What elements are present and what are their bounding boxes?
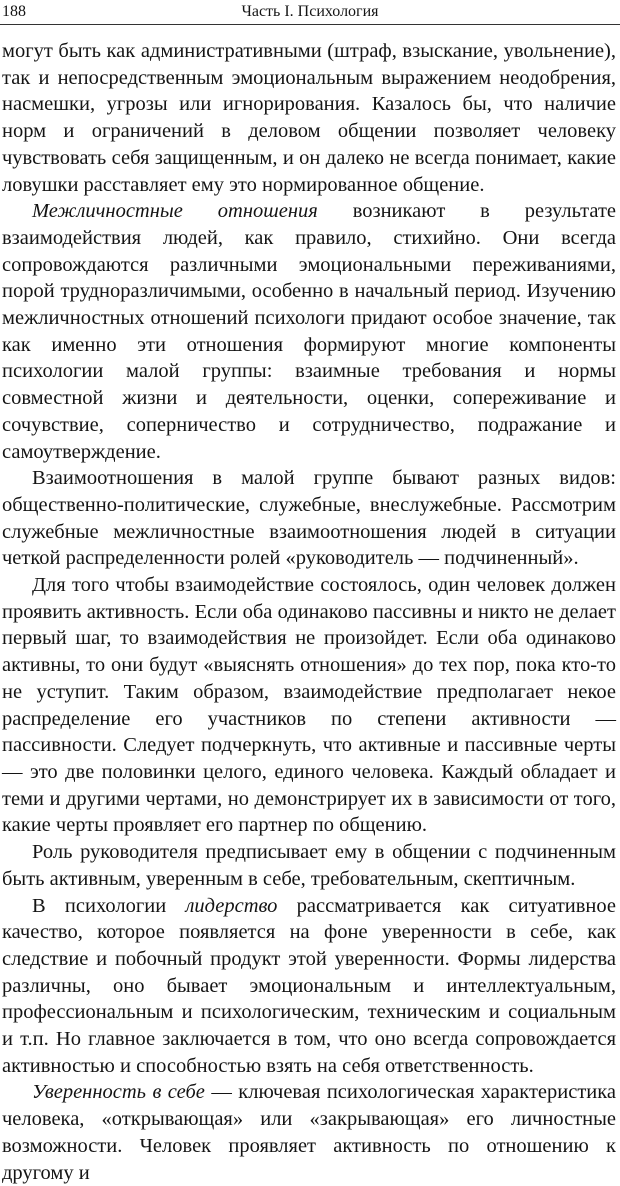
text-run: В психологии <box>32 894 186 917</box>
paragraph <box>2 839 616 892</box>
italic-term: Уверенность в себе <box>32 1081 205 1104</box>
paragraph <box>2 465 616 572</box>
header-rule <box>0 24 620 25</box>
page-header <box>0 0 620 24</box>
paragraph <box>2 1079 616 1186</box>
text-run: Роль руководителя предписывает ему в общении с подчиненным быть активным, уверенным в себе, требовательным, скептичным. <box>2 841 616 890</box>
text-run: могут быть как административными (штраф, взыскание, увольнение), так и непосредственным эмоциональным выражением неодобрения, насмешки, угрозы или игнорирования. Казалось бы, что наличие норм и ограничений в деловом общении позволяет человеку чувствовать себя защищенным, и он далеко не всегда понимает, какие ловушки расставляет ему это нормированное общение. <box>2 40 616 196</box>
italic-term: лидерство <box>185 894 278 917</box>
paragraph <box>2 38 616 198</box>
text-run: — ключевая психологическая характеристика человека, «открывающая» или «закрывающая» его личностные возможности. Человек проявляет активность по отношению к другому и <box>2 1081 616 1184</box>
page-number: 188 <box>2 3 26 20</box>
paragraph <box>2 198 616 465</box>
paragraph <box>2 572 616 839</box>
paragraph <box>2 893 616 1080</box>
text-run: возникают в результате взаимодействия людей, как правило, стихийно. Они всегда сопровождаются различными эмоциональными переживаниями, порой трудноразличимыми, особенно в начальный период. Изучению межличностных отношений психологи придают особое значение, так как именно эти отношения формируют многие компоненты психологии малой группы: взаимные требования и нормы совместной жизни и деятельности, оценки, сопереживание и сочувствие, соперничество и сотрудничество, подражание и самоутверждение. <box>2 200 617 463</box>
body-text <box>2 38 616 1186</box>
text-run: Для того чтобы взаимодействие состоялось, один человек должен проявить активность. Если оба одинаково пассивны и никто не делает первый шаг, то взаимодействия не произойдет. Если оба одинаково активны, то они будут «выяснять отношения» до тех пор, пока кто-то не уступит. Таким образом, взаимодействие предполагает некое распределение его участников по степени активности — пассивности. Следует подчеркнуть, что активные и пассивные черты — это две половинки целого, единого человека. Каждый обладает и теми и другими чертами, но демонстрирует их в зависимости от того, какие черты проявляет его партнер по общению. <box>2 574 616 837</box>
text-run: Взаимоотношения в малой группе бывают разных видов: общественно-политические, служебные, внеслужебные. Рассмотрим служебные межличностные взаимоотношения людей в ситуации четкой распределенности ролей «руководитель — подчиненный». <box>2 467 616 570</box>
text-run: рассматривается как ситуативное качество, которое появляется на фоне уверенности в себе, как следствие и побочный продукт этой уверенности. Формы лидерства различны, оно бывает эмоциональным и интеллектуальным, профессиональным и психологическим, техническим и социальным и т.п. Но главное заключается в том, что оно всегда сопровождается активностью и способностью взять на себя ответственность. <box>2 894 616 1077</box>
running-head: Часть I. Психология <box>241 3 379 20</box>
italic-term: Межличностные отношения <box>32 200 318 223</box>
